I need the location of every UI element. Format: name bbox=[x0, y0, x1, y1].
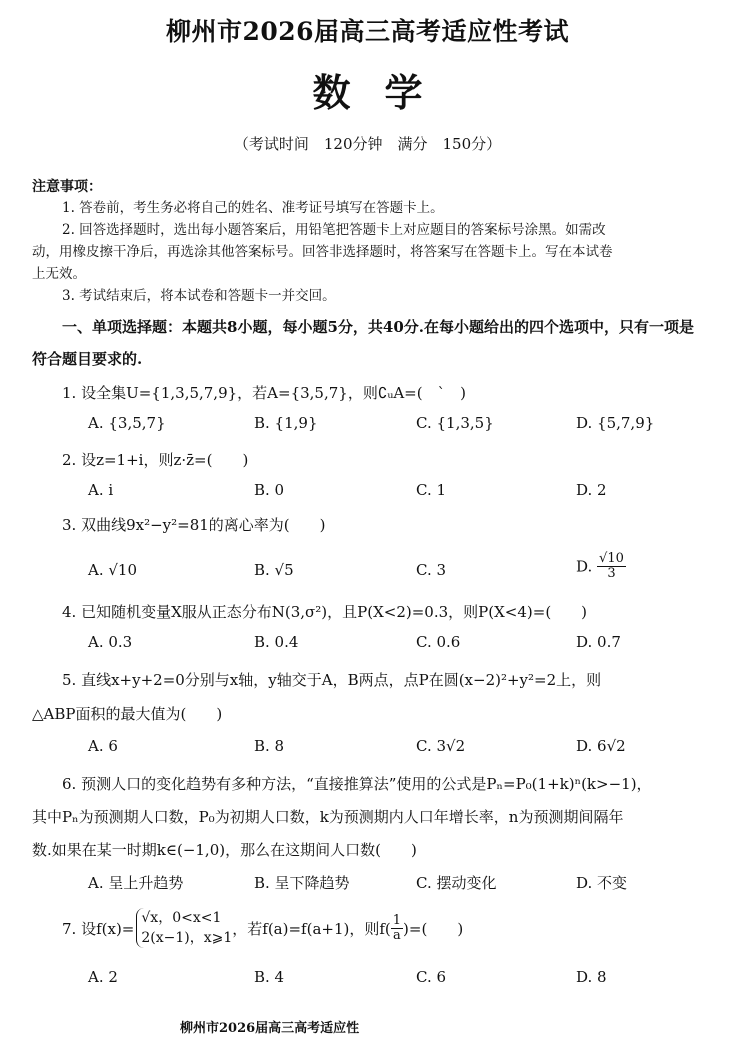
question-6-option-b: B. 呈下降趋势 bbox=[254, 874, 350, 892]
question-7-middle: ，若f(a)=f(a+1)，则f( bbox=[232, 919, 391, 938]
question-7-end: )=( ) bbox=[403, 919, 464, 938]
section-heading-line-2: 符合题目要求的. bbox=[32, 350, 143, 368]
question-7-fraction bbox=[391, 914, 403, 943]
question-7-option-c: C. 6 bbox=[416, 968, 447, 986]
piecewise-case-2: 2(x−1)，x⩾1 bbox=[141, 930, 233, 946]
fraction-denominator: a bbox=[393, 927, 401, 943]
question-4-option-b: B. 0.4 bbox=[254, 633, 299, 651]
notice-line-3: 3. 考试结束后，将本试卷和答题卡一并交回。 bbox=[62, 288, 336, 304]
question-3-stem: 3. 双曲线9x²−y²=81的离心率为( ) bbox=[62, 516, 326, 534]
question-7-piecewise bbox=[136, 908, 232, 948]
question-7-prefix: 7. 设f(x)= bbox=[62, 919, 135, 938]
exam-title: 柳州市2026届高三高考适应性考试 bbox=[165, 17, 570, 46]
question-7-option-a: A. 2 bbox=[88, 968, 118, 986]
question-2-option-b: B. 0 bbox=[254, 481, 285, 499]
fraction-numerator: √10 bbox=[599, 551, 624, 566]
question-7-option-b: B. 4 bbox=[254, 968, 285, 986]
question-2-option-d: D. 2 bbox=[576, 481, 607, 499]
question-3-option-d bbox=[576, 552, 626, 581]
notice-line-2c: 上无效。 bbox=[32, 266, 86, 282]
notice-line-1: 1. 答卷前，考生务必将自己的姓名、准考证号填写在答题卡上。 bbox=[62, 200, 444, 216]
question-6-stem-line-3: 数.如果在某一时期k∈(−1,0)，那么在这期间人口数( ) bbox=[32, 841, 417, 859]
question-1-option-b: B. {1,9} bbox=[254, 414, 318, 432]
question-5-stem-line-2: △ABP面积的最大值为( ) bbox=[32, 705, 223, 723]
fraction-numerator: 1 bbox=[392, 912, 402, 928]
question-6-stem-line-1: 6. 预测人口的变化趋势有多种方法，“直接推算法”使用的公式是Pₙ=P₀(1+k)ⁿ(k>−1)， bbox=[62, 775, 652, 793]
question-7-stem bbox=[62, 908, 463, 948]
question-3-option-d-fraction bbox=[597, 552, 626, 581]
question-2-stem: 2. 设z=1+i，则z·z̄=( ) bbox=[62, 451, 249, 469]
fraction-denominator: 3 bbox=[607, 566, 616, 581]
question-6-option-a: A. 呈上升趋势 bbox=[88, 874, 184, 892]
question-3-option-c: C. 3 bbox=[416, 561, 447, 579]
notice-line-2a: 2. 回答选择题时，选出每小题答案后，用铅笔把答题卡上对应题目的答案标号涂黑。如需改 bbox=[62, 222, 606, 238]
question-1-option-a: A. {3,5,7} bbox=[88, 414, 166, 432]
question-1-option-c: C. {1,3,5} bbox=[416, 414, 494, 432]
page-footer: 柳州市2026届高三高考适应性 bbox=[180, 1021, 360, 1036]
piecewise-case-1: √x，0<x<1 bbox=[141, 910, 222, 926]
question-4-option-c: C. 0.6 bbox=[416, 633, 461, 651]
question-6-option-d: D. 不变 bbox=[576, 874, 628, 892]
subject-title: 数学 bbox=[312, 70, 457, 115]
question-5-option-c: C. 3√2 bbox=[416, 737, 466, 755]
question-3-option-b: B. √5 bbox=[254, 561, 294, 579]
question-5-option-a: A. 6 bbox=[88, 737, 118, 755]
exam-time-info: （考试时间 120分钟 满分 150分） bbox=[233, 135, 502, 153]
section-heading-line-1: 一、单项选择题：本题共8小题，每小题5分，共40分.在每小题给出的四个选项中，只有一项是 bbox=[62, 318, 694, 336]
question-2-option-c: C. 1 bbox=[416, 481, 447, 499]
question-5-option-b: B. 8 bbox=[254, 737, 285, 755]
question-6-option-c: C. 摆动变化 bbox=[416, 874, 497, 892]
question-5-stem-line-1: 5. 直线x+y+2=0分别与x轴，y轴交于A，B两点，点P在圆(x−2)²+y²=2上，则 bbox=[62, 671, 602, 689]
question-3-option-a: A. √10 bbox=[88, 561, 138, 579]
question-5-option-d: D. 6√2 bbox=[576, 737, 626, 755]
notice-heading: 注意事项： bbox=[32, 179, 102, 195]
question-3-option-d-label: D. bbox=[576, 557, 593, 576]
question-6-stem-line-2: 其中Pₙ为预测期人口数，P₀为初期人口数，k为预测期内人口年增长率，n为预测期间隔年 bbox=[32, 808, 624, 826]
notice-line-2b: 动，用橡皮擦干净后，再选涂其他答案标号。回答非选择题时，将答案写在答题卡上。写在本试卷 bbox=[32, 244, 613, 260]
question-4-stem: 4. 已知随机变量X服从正态分布N(3,σ²)，且P(X<2)=0.3，则P(X<4)=( ) bbox=[62, 603, 588, 621]
question-4-option-a: A. 0.3 bbox=[88, 633, 133, 651]
question-2-option-a: A. i bbox=[88, 481, 114, 499]
question-4-option-d: D. 0.7 bbox=[576, 633, 621, 651]
question-1-stem: 1. 设全集U={1,3,5,7,9}，若A={3,5,7}，则∁ᵤA=( ` ) bbox=[62, 384, 466, 402]
question-1-option-d: D. {5,7,9} bbox=[576, 414, 655, 432]
question-7-option-d: D. 8 bbox=[576, 968, 607, 986]
